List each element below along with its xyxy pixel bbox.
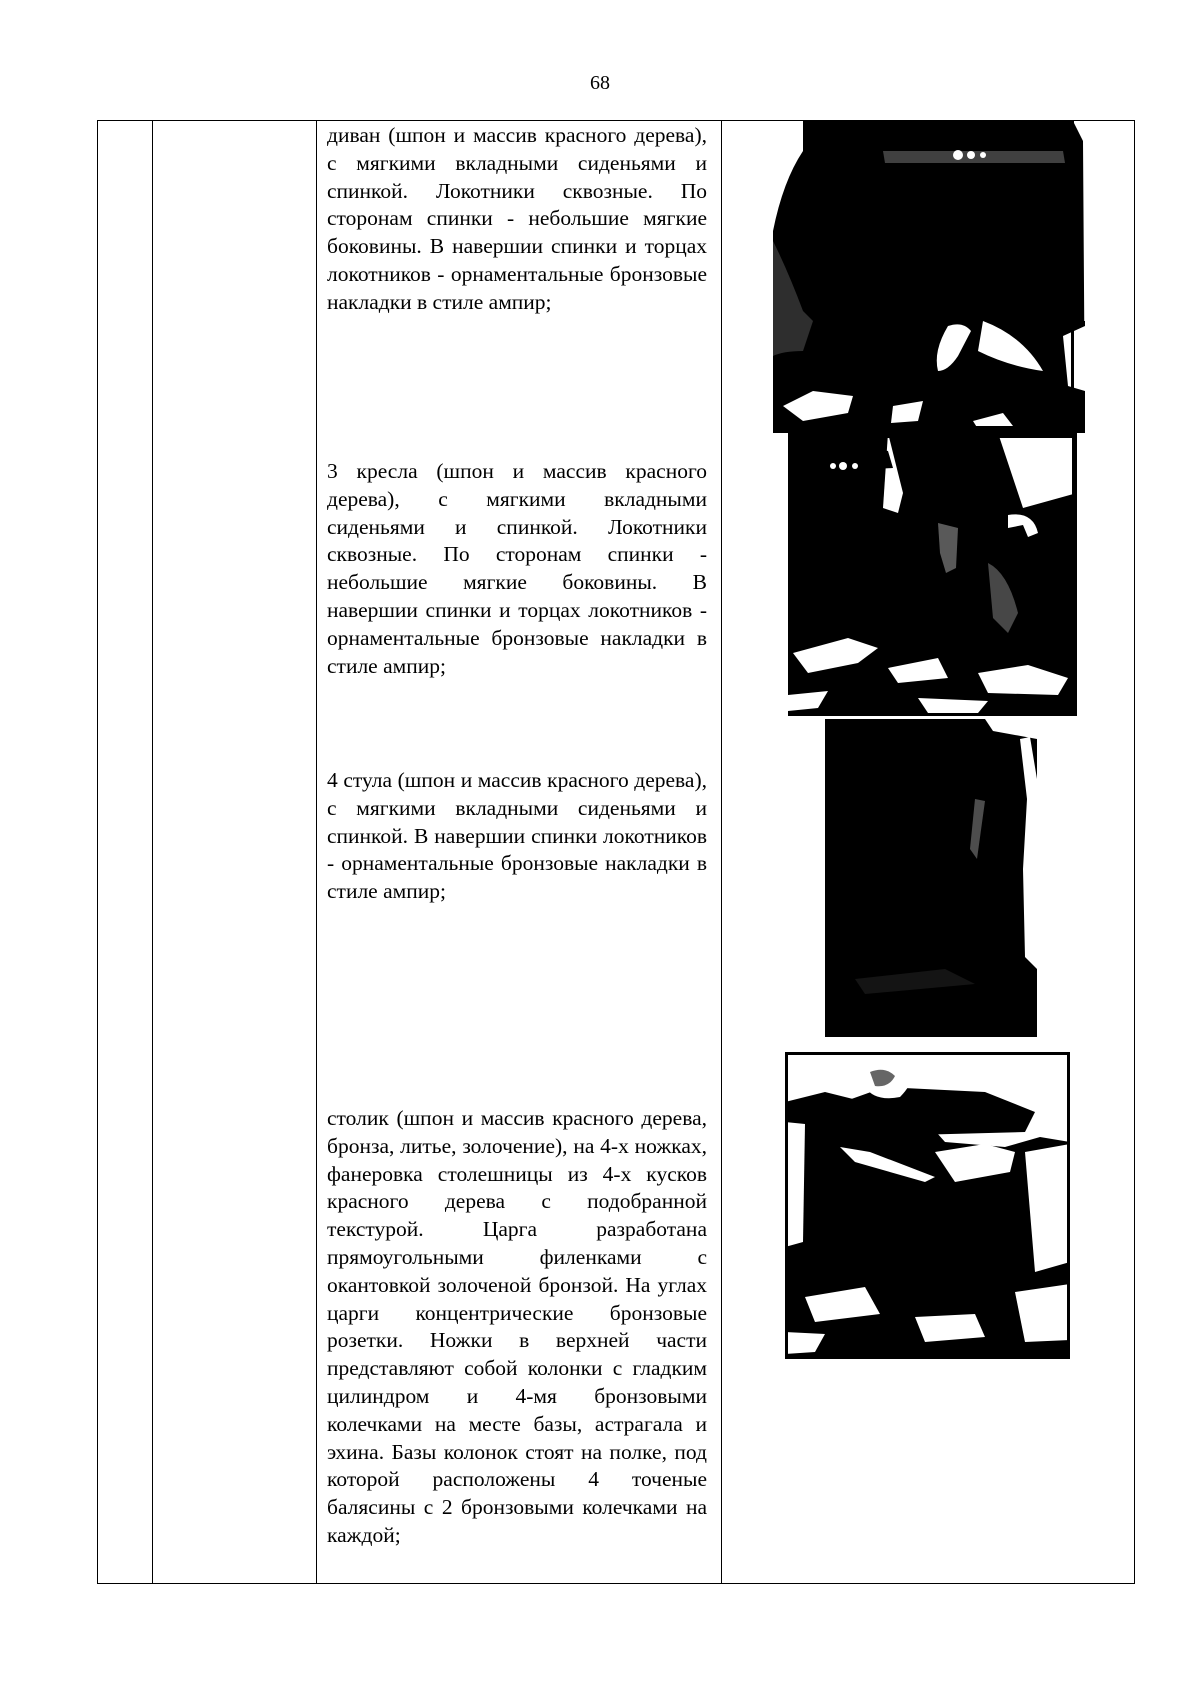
chair-photo	[825, 719, 1037, 1037]
armchair-photo	[788, 433, 1077, 716]
page-number: 68	[590, 72, 610, 94]
description-side-table: столик (шпон и массив красного дерева, бронза, литье, золочение), на 4-х ножках, фанеровка столешницы из 4-х кусков красного дерева с подобранной текстурой. Царга разработана прямоугольными филенками с окантовкой золоченой бронзой. На углах царги концентрические бронзовые розетки. Ножки в верхней части представляют собой колонки с гладким цилиндром и 4-мя бронзовыми колечками на месте базы, астрагала и эхина. Базы колонок стоят на полке, под которой расположены 4 точеные балясины с 2 бронзовыми колечками на каждой;	[327, 1106, 707, 1547]
description-column-cell	[317, 121, 722, 1584]
sofa-photo	[773, 121, 1085, 433]
name-column-cell	[153, 121, 317, 1584]
inventory-table	[97, 120, 1135, 1584]
table-row	[98, 121, 1135, 1584]
description-sofa: диван (шпон и массив красного дерева), с мягкими вкладными сиденьями и спинкой. Локотники сквозные. По сторонам спинки - небольшие мягкие боковины. В навершии спинки и торцах локотников - орнаментальные бронзовые накладки в стиле ампир;	[327, 123, 707, 314]
table-photo	[785, 1052, 1070, 1359]
index-column-cell	[98, 121, 153, 1584]
description-chairs: 4 стула (шпон и массив красного дерева), с мягкими вкладными сиденьями и спинкой. В навершии спинки локотников - орнаментальные бронзовые накладки в стиле ампир;	[327, 768, 707, 904]
description-armchairs: 3 кресла (шпон и массив красного дерева), с мягкими вкладными сиденьями и спинкой. Локотники сквозные. По сторонам спинки - небольшие мягкие боковины. В навершии спинки и торцах локотников - орнаментальные бронзовые накладки в стиле ампир;	[327, 459, 707, 678]
photo-column-cell	[722, 121, 1135, 1584]
